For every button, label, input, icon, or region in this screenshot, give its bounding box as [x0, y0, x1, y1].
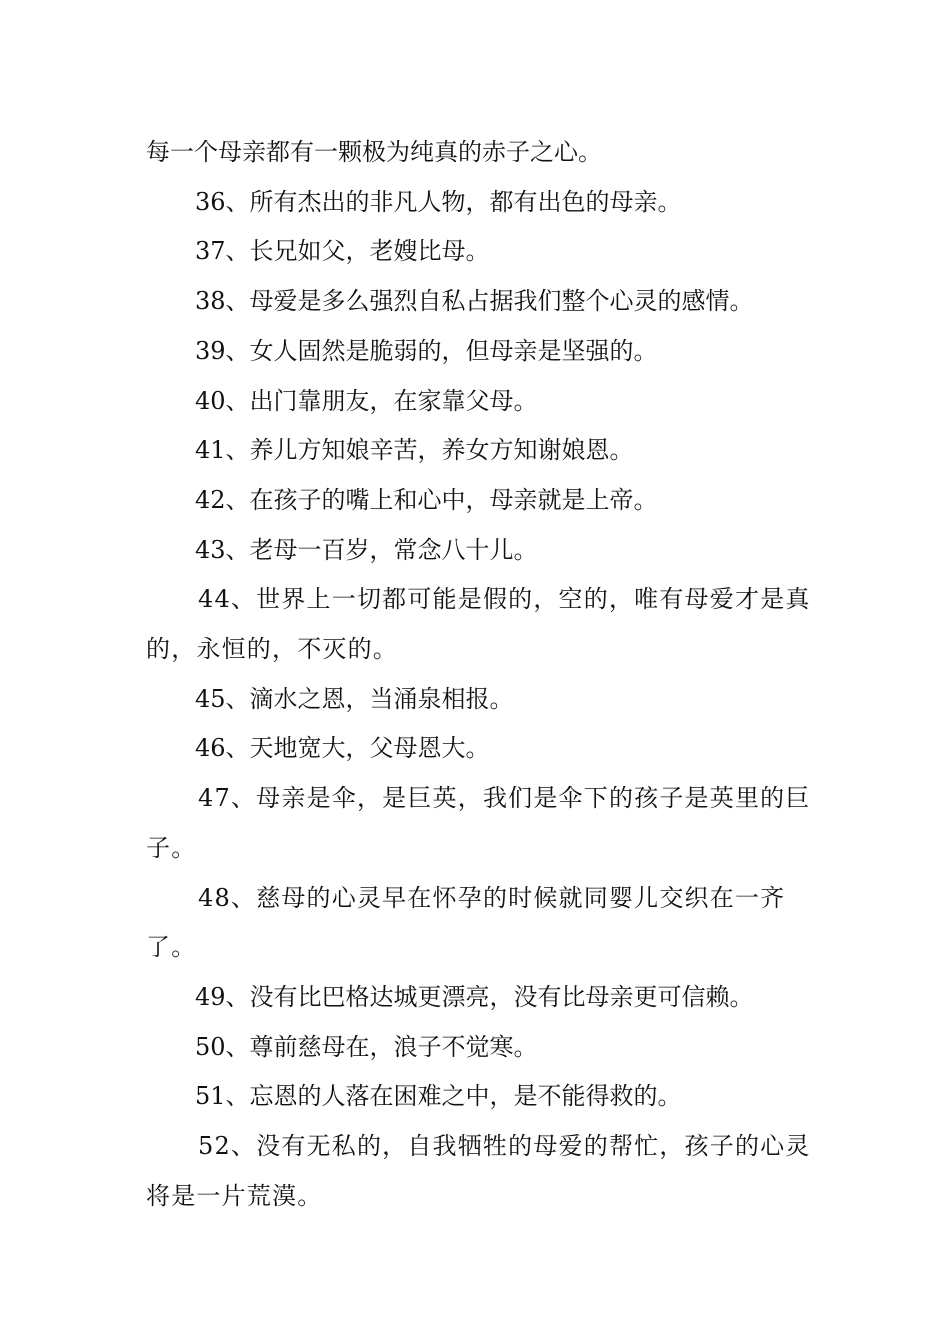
quote-39: 39、女人固然是脆弱的，但母亲是坚强的。 — [195, 336, 658, 365]
quote-43: 43、老母一百岁，常念八十儿。 — [195, 535, 538, 564]
quote-50: 50、尊前慈母在，浪子不觉寒。 — [195, 1032, 538, 1061]
quote-37: 37、长兄如父，老嫂比母。 — [195, 237, 490, 266]
document-body — [146, 128, 811, 1221]
quote-45: 45、滴水之恩，当涌泉相报。 — [195, 684, 514, 713]
quote-42: 42、在孩子的嘴上和心中，母亲就是上帝。 — [195, 485, 658, 514]
quote-49: 49、没有比巴格达城更漂亮，没有比母亲更可信赖。 — [195, 982, 754, 1011]
quote-36: 36、所有杰出的非凡人物，都有出色的母亲。 — [195, 187, 682, 216]
quote-51: 51、忘恩的人落在困难之中，是不能得救的。 — [195, 1082, 682, 1111]
quote-48: 48、慈母的心灵早在怀孕的时候就同婴儿交织在一齐了。 — [146, 883, 786, 962]
paragraph-continuation: 每一个母亲都有一颗极为纯真的赤子之心。 — [146, 138, 602, 166]
quote-38: 38、母爱是多么强烈自私占据我们整个心灵的感情。 — [195, 287, 754, 316]
quote-52: 52、没有无私的，自我牺牲的母爱的帮忙，孩子的心灵将是一片荒漠。 — [146, 1132, 811, 1210]
quote-46: 46、天地宽大，父母恩大。 — [195, 734, 490, 763]
quote-47: 47、母亲是伞，是巨英，我们是伞下的孩子是英里的巨子。 — [146, 784, 811, 862]
quote-40: 40、出门靠朋友，在家靠父母。 — [195, 386, 538, 415]
quote-41: 41、养儿方知娘辛苦，养女方知谢娘恩。 — [195, 436, 634, 465]
quote-44: 44、世界上一切都可能是假的，空的，唯有母爱才是真的，永恒的，不灭的。 — [146, 585, 811, 664]
